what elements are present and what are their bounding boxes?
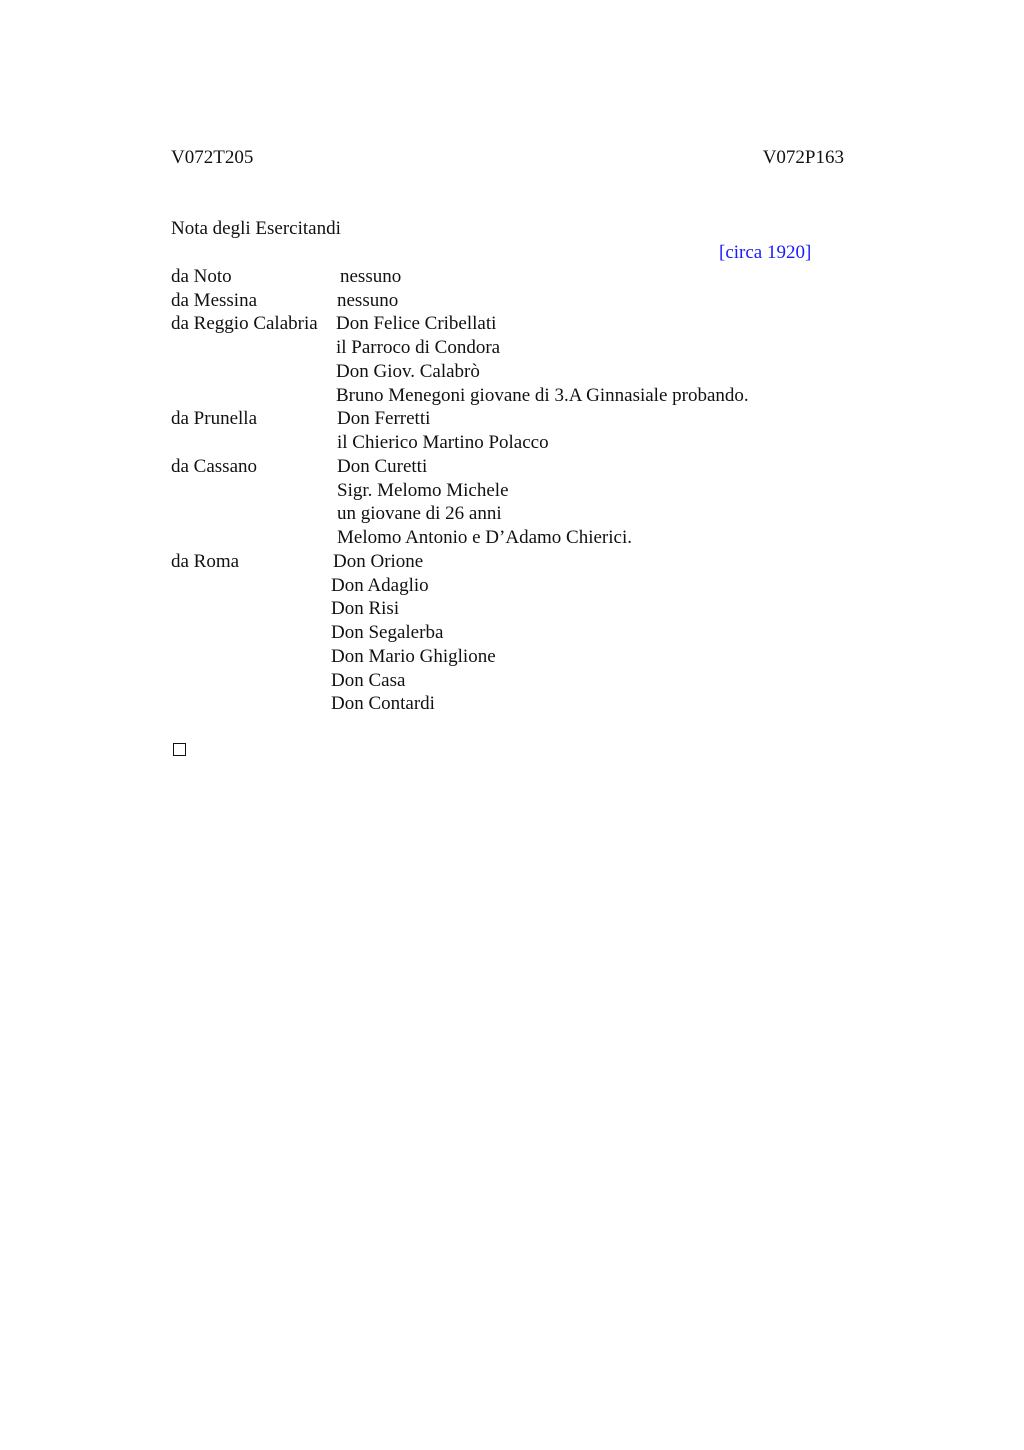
origin-label: da Messina: [171, 290, 258, 311]
attendee-name: Don Giov. Calabrò: [336, 361, 480, 382]
attendee-name: Don Segalerba: [331, 622, 444, 643]
attendee-name: Don Felice Cribellati: [336, 313, 497, 334]
attendee-name: Sigr. Melomo Michele: [337, 480, 509, 501]
page-code-right: V072P163: [762, 147, 844, 168]
origin-label: da Reggio Calabria: [171, 313, 318, 334]
attendee-name: Don Adaglio: [331, 575, 429, 596]
attendee-name: Bruno Menegoni giovane di 3.A Ginnasiale probando.: [336, 385, 749, 406]
attendee-name: Don Ferretti: [337, 408, 431, 429]
origin-label: da Roma: [171, 551, 240, 572]
attendee-name: nessuno: [340, 266, 402, 287]
attendee-name: Don Orione: [333, 551, 424, 572]
document-code-left: V072T205: [171, 147, 254, 168]
attendee-name: Don Risi: [331, 598, 400, 619]
origin-label: da Prunella: [171, 408, 258, 429]
end-marker-box-icon: [173, 743, 186, 756]
attendee-name: Don Casa: [331, 670, 406, 691]
date-annotation: [circa 1920]: [719, 242, 812, 263]
document-title: Nota degli Esercitandi: [171, 218, 341, 239]
attendee-name: Don Curetti: [337, 456, 428, 477]
attendee-name: un giovane di 26 anni: [337, 503, 502, 524]
origin-label: da Cassano: [171, 456, 258, 477]
attendee-name: il Parroco di Condora: [336, 337, 501, 358]
attendee-name: Don Contardi: [331, 693, 435, 714]
attendee-name: nessuno: [337, 290, 399, 311]
origin-label: da Noto: [171, 266, 232, 287]
attendee-name: Don Mario Ghiglione: [331, 646, 496, 667]
attendee-name: Melomo Antonio e D’Adamo Chierici.: [337, 527, 632, 548]
attendee-name: il Chierico Martino Polacco: [337, 432, 549, 453]
